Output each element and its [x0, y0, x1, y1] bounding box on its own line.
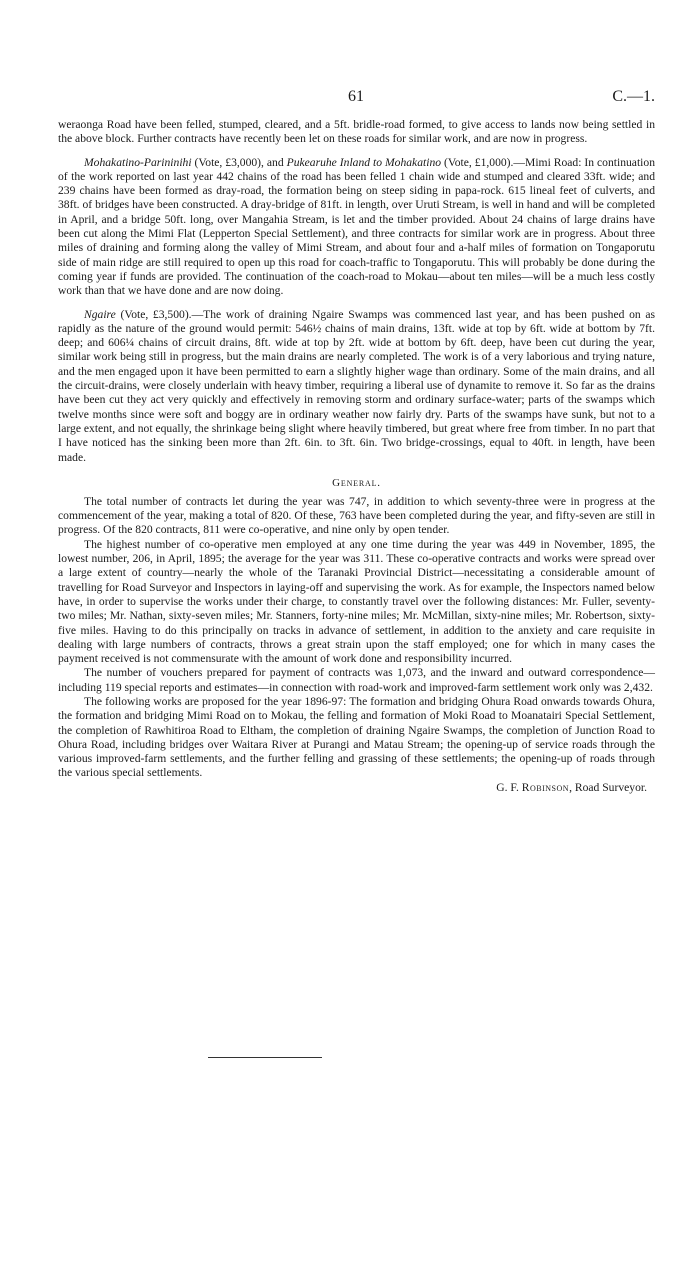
paragraph-contracts-total: The total number of contracts let during the year was 747, in addition to which seventy-three were in progress at the commencement of the year, making a total of 820. Of these, 763 have been completed during the year, and fifty-seven are still in progress. Of the 820 contracts, 811 were co-operative, and nine only by open tender.: [58, 494, 655, 537]
heading-pukearuhe-inland: Pukearuhe Inland to Mohakatino: [286, 155, 442, 169]
document-page: [58, 88, 655, 795]
mimi-road-body: (Vote, £1,000).—Mimi Road: In continuation of the work reported on last year 442 chains of the road has been felled 1 chain wide and stumped and cleared 33ft. wide; and 239 chains have been formed as dray-road, the formation being on steep siding in papa-rock. 615 lineal feet of culverts, and 38ft. of bridges have been constructed. A dray-bridge of 81ft. in length, over Uruti Stream, is well in hand and will be completed in April, and a bridge 50ft. long, over Mangahia Stream, is let and the timber provided. About 24 chains of large drains have been cut along the Mimi Flat (Lepperton Special Settlement), and three contracts for similar work are in progress. About three miles of draining and forming along the valley of Mimi Stream, and about four and a-half miles of formation on Tongaporutu side of main ridge are still required to open up this road for coach-traffic to Tongaporutu. This will probably be done during the coming year if funds are provided. The continuation of the coach-road to Mokau—about ten miles—will be a much less costly work than that we have done and are now doing.: [58, 155, 655, 298]
heading-mohakatino-parininihi: Mohakatino-Parininihi: [84, 155, 192, 169]
paragraph-ngaire: [58, 308, 655, 465]
paragraph-cooperative-men: The highest number of co-operative men employed at any one time during the year was 449 in November, 1895, the lowest number, 206, in April, 1895; the average for the year was 311. These co-operative contracts and works were spread over a large extent of country—nearly the whole of the Taranaki Provincial District—necessitating a considerable amount of travelling for Road Surveyor and Inspectors in laying-off and supervising the work. As for example, the Inspectors named below have, in order to supervise the works under their charge, to constantly travel over the following distances: Mr. Fuller, seventy-two miles; Mr. Nathan, sixty-seven miles; Mr. Stanners, forty-nine miles; Mr. McMillan, sixty-nine miles; Mr. Robertson, sixty-five miles. Having to do this principally on tracks in advance of settlement, in addition to the anxiety and care requisite in dealing with large numbers of contracts, throws a great strain upon the staff employed; one for which in many cases the payment received is not commensurate with the amount of work done and responsibility incurred.: [58, 537, 655, 666]
page-number: 61: [348, 88, 364, 105]
ngaire-body: (Vote, £3,500).—The work of draining Ngaire Swamps was commenced last year, and has been pushed on as rapidly as the nature of the ground would permit: 546½ chains of main drains, 13ft. wide at top by 6ft. wide at bottom by 7ft. deep; and 606¼ chains of circuit drains, 8ft. wide at top by 2ft. wide at bottom by 6ft. deep, have been cut during the year, similar work being still in progress, but the main drains are nearly completed. The work is of a very laborious and trying nature, and the men engaged upon it have been permitted to earn a slightly higher wage than ordinary. Some of the main drains, and all the circuit-drains, were closely underlain with heavy timber, requiring a liberal use of dynamite to remove it. So far as the drains have been cut they act very quickly and effectively in removing storm and ordinary surface-water; parts of the swamps which twelve months since were soft and boggy are in ordinary weather now fairly dry. Parts of the swamps have sunk, but not to a large extent, and not equally, the shrinkage being slight where heavily timbered, but great where free from timber. In no part that I have noticed has the sinking been more than 2ft. 6in. to 3ft. 6in. Two bridge-crossings, equal to 40ft. in length, have been made.: [58, 307, 655, 464]
paragraph-weraonga-road: weraonga Road have been felled, stumped, cleared, and a 5ft. bridle-road formed, to give access to lands now being settled in the above block. Further contracts have recently been let on these roads for similar work, and are now in progress.: [58, 118, 655, 146]
heading-ngaire: Ngaire: [84, 307, 116, 321]
section-heading-general: General.: [332, 476, 381, 489]
paragraph-proposed-works: The following works are proposed for the year 1896-97: The formation and bridging Ohura Road onwards towards Ohura, the formation and bridging Mimi Road on to Mokau, the felling and formation of Moki Road to Moanatairi Special Settlement, the completion of Rawhitiroa Road to Eltham, the completion of draining Ngaire Swamps, the completion of Junction Road to Ohura Road, including bridges over Waitara River at Purangi and Matau Stream; the opening-up of service roads through the various improved-farm settlements, and the further felling and grassing of these settlements; the opening-up of roads through the various special settlements.: [58, 694, 655, 780]
paragraph-vouchers: The number of vouchers prepared for payment of contracts was 1,073, and the inward and outward correspondence—including 119 special reports and estimates—in connection with road-work and improved-farm settlement work only was 2,432.: [58, 666, 655, 694]
signature-title: , Road Surveyor.: [569, 780, 647, 794]
mimi-road-vote-text: (Vote, £3,000), and: [191, 155, 287, 169]
closing-rule: [208, 1057, 322, 1058]
paragraph-mimi-road: [58, 156, 655, 299]
document-reference: C.—1.: [612, 88, 655, 105]
signature-surname: Robinson: [521, 780, 570, 794]
page-header: [58, 88, 655, 118]
signature-initials: G. F.: [496, 780, 522, 794]
signature-line: [58, 781, 655, 795]
